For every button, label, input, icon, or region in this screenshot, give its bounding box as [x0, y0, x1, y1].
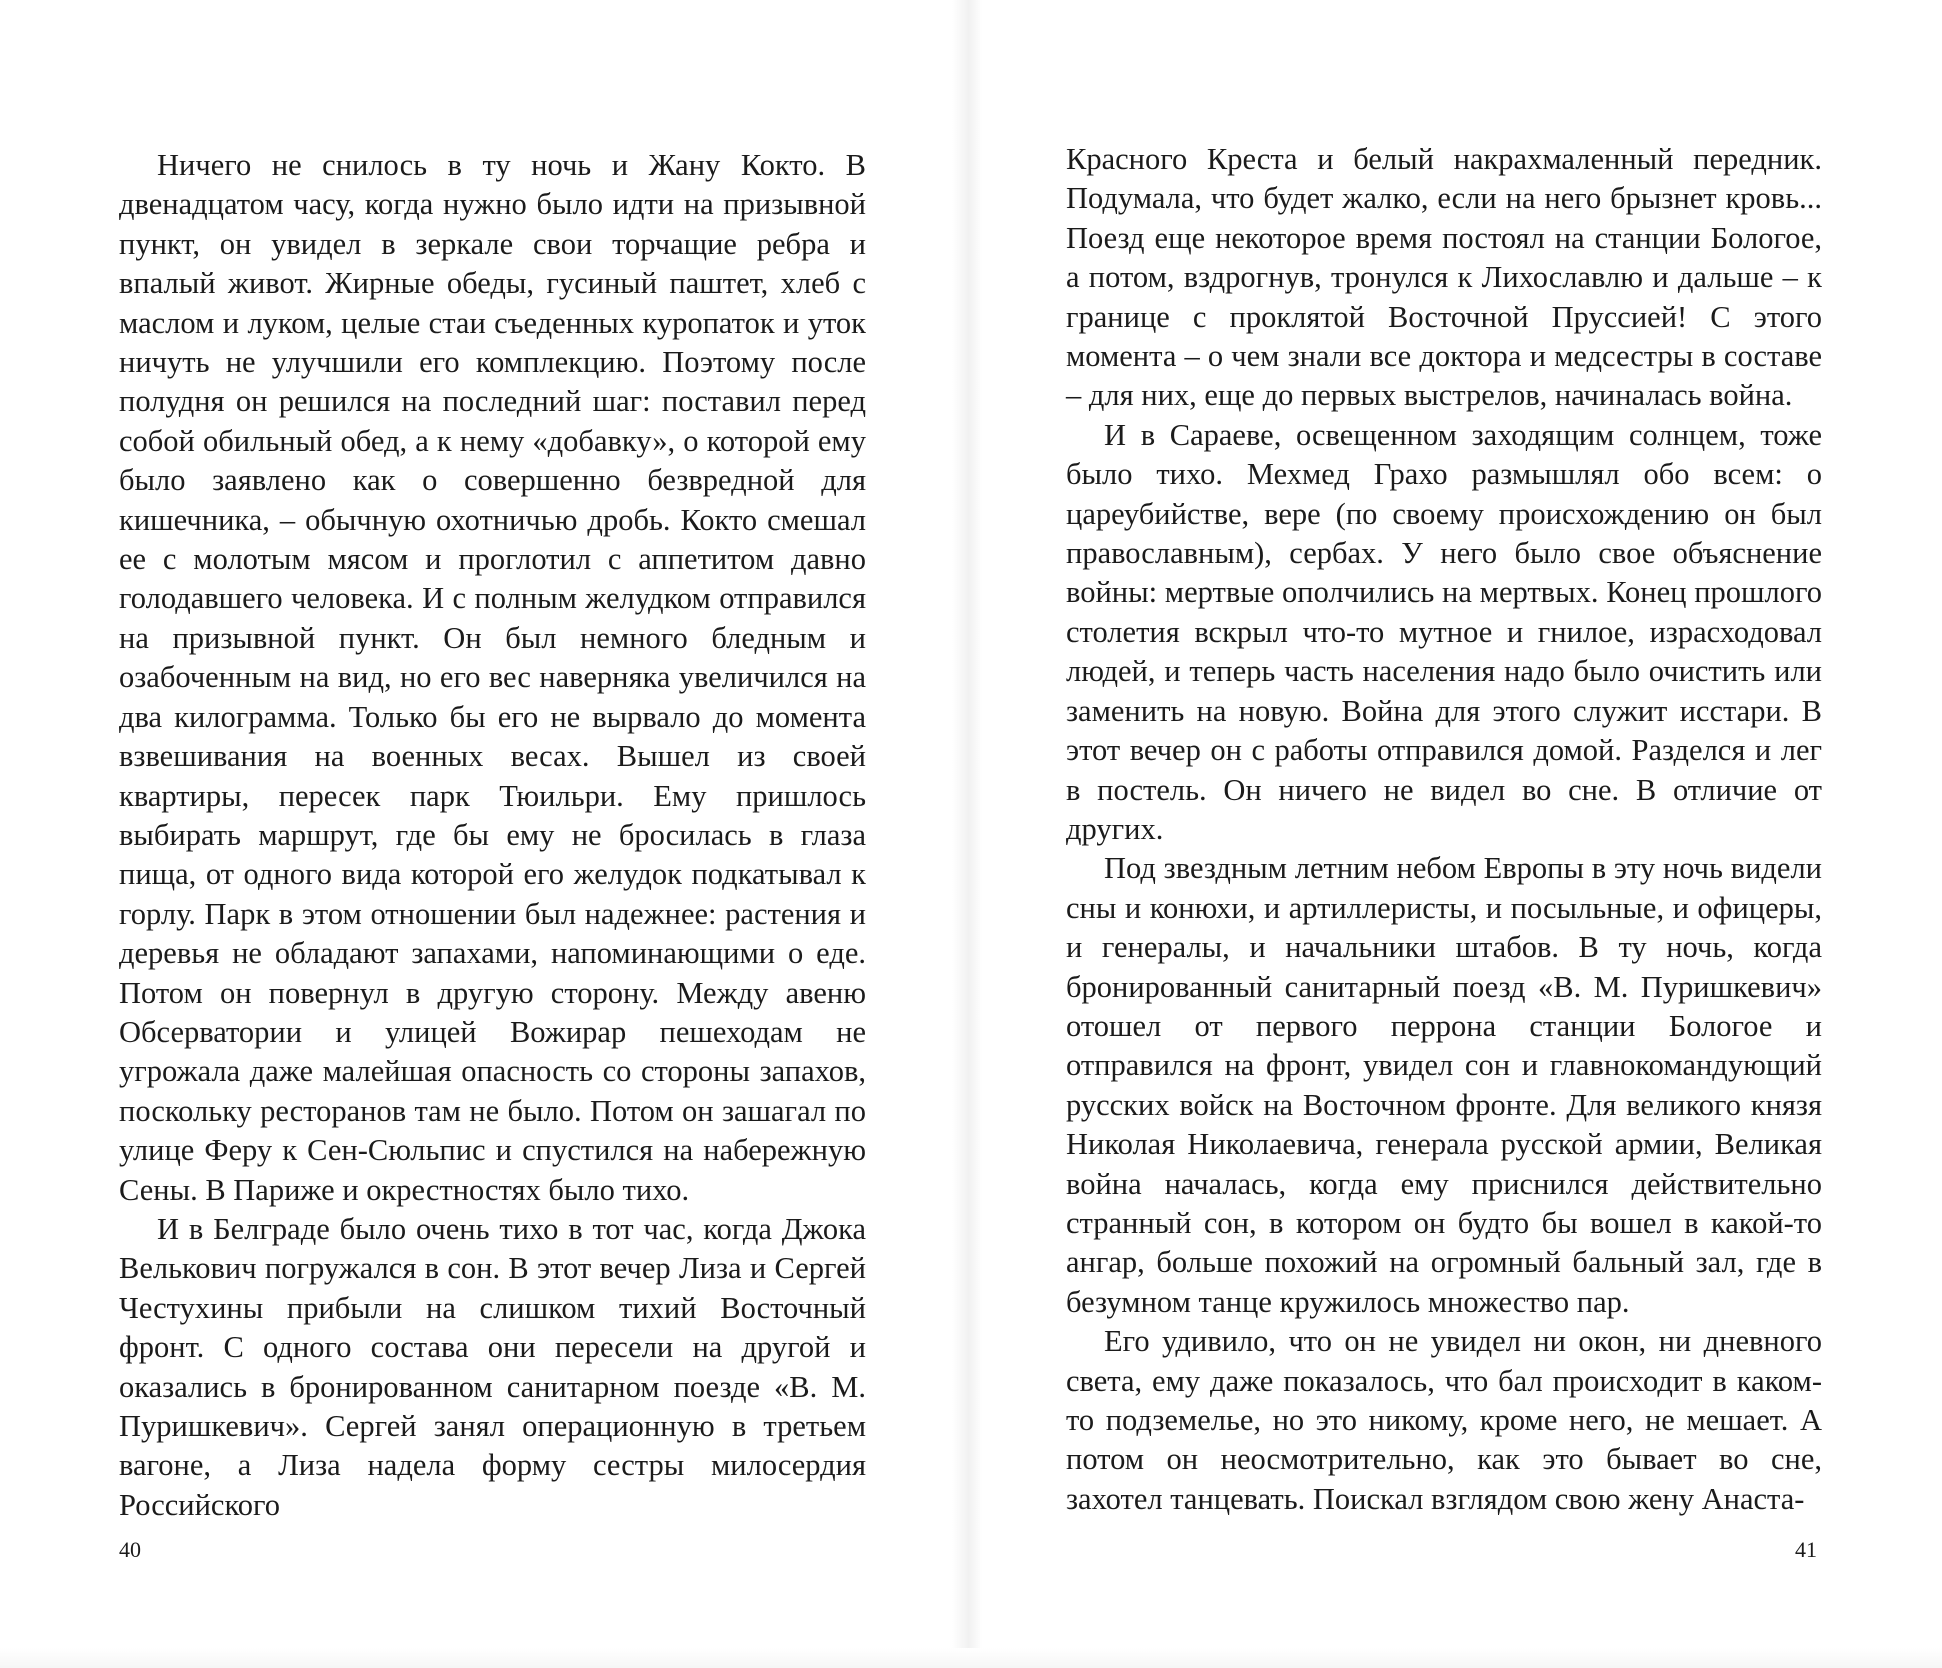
paragraph-continuation: Красного Креста и белый накрахмаленный передник. Подумала, что будет жалко, если на него брызнет кровь... Поезд еще некоторое время постоял на станции Бологое, а потом, вздрогнув, тронулся к Лихославлю и дальше – к границе с проклятой Восточной Пруссией! С этого момента – о чем знали все доктора и медсестры в составе – для них, еще до первых выстрелов, начиналась война. — [1066, 142, 1822, 413]
page-number-left: 40 — [119, 1537, 141, 1562]
paragraph-sarajevo: И в Сараеве, освещенном заходящим солнцем, тоже было тихо. Мехмед Грахо размышлял обо всем: о цареубийстве, вере (по своему происхождению он был православным), сербах. У него было свое объяснение войны: мертвые ополчились на мертвых. Конец прошлого столетия вскрыл что-то мутное и гнилое, израсходовал людей, и теперь часть населения надо было очистить или заменить на новую. Война для этого служит исстари. В этот вечер он с работы отправился домой. Разделся и лег в постель. Он ничего не видел во сне. В отличие от других. — [1066, 417, 1822, 846]
right-page-text — [1066, 140, 1822, 1519]
left-page-text — [119, 146, 866, 1525]
paragraph-europe-night: Под звездным летним небом Европы в эту ночь видели сны и конюхи, и артиллеристы, и посыльные, и офицеры, и генералы, и начальники штабов. В ту ночь, когда бронированный санитарный поезд «В. М. Пуришкевич» отошел от первого перрона станции Бологое и отправился на фронт, увидел сон и главнокомандующий русских войск на Восточном фронте. Для великого князя Николая Николаевича, генерала русской армии, Великая война началась, когда ему приснился действительно странный сон, в котором он будто бы вошел в какой-то ангар, больше похожий на огромный бальный зал, где в безумном танце кружилось множество пар. — [1066, 851, 1822, 1319]
page-number-right: 41 — [1795, 1537, 1817, 1562]
left-page — [0, 0, 960, 1668]
page-bottom-edge — [0, 1648, 1942, 1668]
right-page — [960, 0, 1942, 1668]
paragraph-belgrade: И в Белграде было очень тихо в тот час, когда Джока Велькович погружался в сон. В этот вечер Лиза и Сергей Честухины прибыли на слишком тихий Восточный фронт. С одного состава они пересели на другой и оказались в бронированном санитарном поезде «В. М. Пуришкевич». Сергей занял операционную в третьем вагоне, а Лиза надела форму сестры милосердия Российского — [119, 1211, 866, 1522]
paragraph-ballroom: Его удивило, что он не увидел ни окон, ни дневного света, ему даже показалось, что бал происходит в каком-то подземелье, но это никому, кроме него, не мешает. А потом он неосмотрительно, как это бывает во сне, захотел танцевать. Поискал взглядом свою жену Анаста- — [1066, 1324, 1822, 1516]
paragraph-cocteau: Ничего не снилось в ту ночь и Жану Кокто. В двенадцатом часу, когда нужно было идти на призывной пункт, он увидел в зеркале свои торчащие ребра и впалый живот. Жирные обеды, гусиный паштет, хлеб с маслом и луком, целые стаи съеденных куропаток и уток ничуть не улучшили его комплекцию. Поэтому после полудня он решился на последний шаг: поставил перед собой обильный обед, а к нему «добавку», о которой ему было заявлено как о совершенно безвредной для кишечника, – обычную охотничью дробь. Кокто смешал ее с молотым мясом и проглотил с аппетитом давно голодавшего человека. И с полным желудком отправился на призывной пункт. Он был немного бледным и озабоченным на вид, но его вес наверняка увеличился на два килограмма. Только бы его не вырвало до момента взвешивания на военных весах. Вышел из своей квартиры, пересек парк Тюильри. Ему пришлось выбирать маршрут, где бы ему не бросилась в глаза пища, от одного вида которой его желудок подкатывал к горлу. Парк в этом отношении был надежнее: растения и деревья не обладают запахами, напоминающими о еде. Потом он повернул в другую сторону. Между авеню Обсерватории и улицей Вожирар пешеходам не угрожала даже малейшая опасность со стороны запахов, поскольку ресторанов там не было. Потом он зашагал по улице Феру к Сен-Сюльпис и спустился на набережную Сены. В Париже и окрестностях было тихо. — [119, 148, 866, 1207]
